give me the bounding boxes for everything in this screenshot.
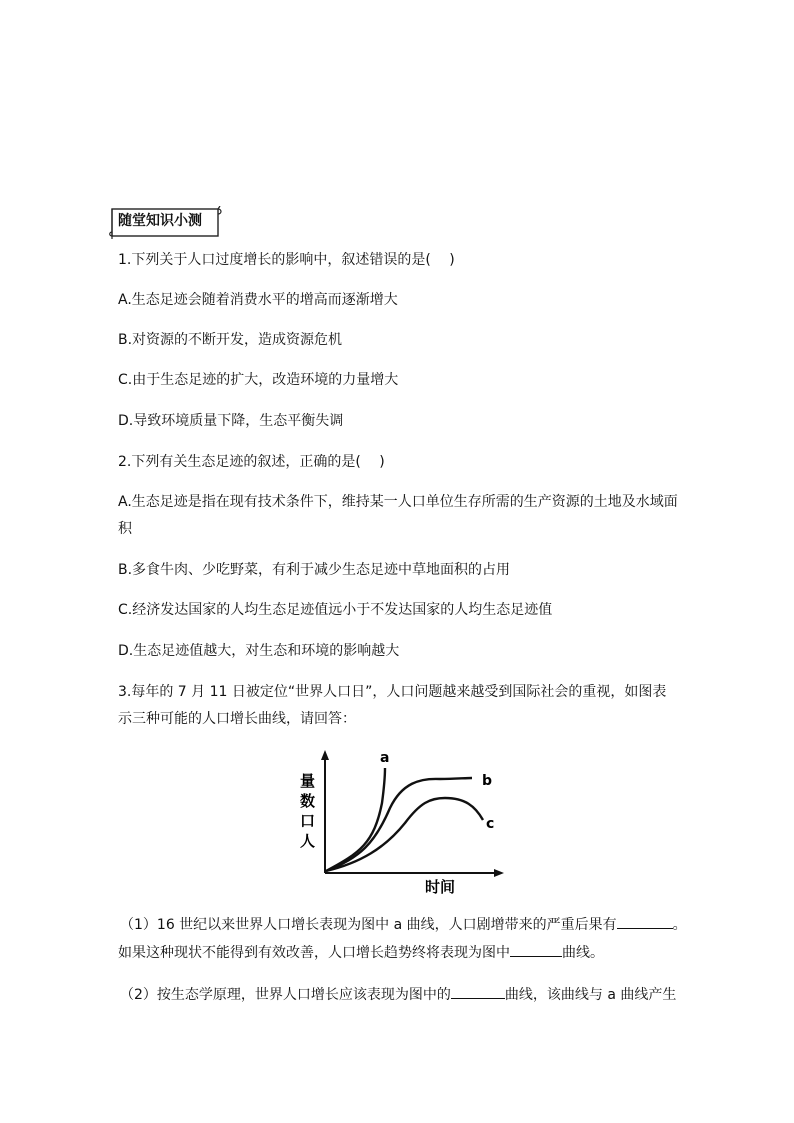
answer-blank-2[interactable] bbox=[510, 942, 562, 957]
q1-stem: 1.下列关于人口过度增长的影响中，叙述错误的是( ) bbox=[118, 252, 455, 268]
q2-option-a-cont: 积 bbox=[118, 521, 132, 537]
q1-option-c: C.由于生态足迹的扩大，改造环境的力量增大 bbox=[118, 372, 399, 388]
q3-sub1-line2-end: 曲线。 bbox=[562, 945, 604, 961]
q2-option-c: C.经济发达国家的人均生态足迹值远小于不发达国家的人均生态足迹值 bbox=[118, 602, 553, 618]
y-label-char-2: 数 bbox=[300, 792, 316, 810]
q3-sub1-line1 bbox=[120, 914, 687, 934]
q2-option-a: A.生态足迹是指在现有技术条件下，维持某一人口单位生存所需的生产资源的土地及水域面 bbox=[118, 494, 678, 510]
population-growth-graph bbox=[290, 748, 510, 898]
section-title: 随堂知识小测 bbox=[118, 213, 202, 229]
q3-sub1-line2 bbox=[118, 942, 604, 962]
q3-sub2-end: 曲线，该曲线与 a 曲线产生 bbox=[504, 987, 677, 1003]
q3-stem-line1: 3.每年的 7 月 11 日被定位“世界人口日”，人口问题越来越受到国际社会的重视，如图表 bbox=[118, 684, 667, 700]
y-axis-arrow bbox=[321, 750, 329, 760]
q2-option-b: B.多食牛肉、少吃野菜，有利于减少生态足迹中草地面积的占用 bbox=[118, 562, 511, 578]
answer-blank-3[interactable] bbox=[451, 984, 505, 999]
y-label-char-1: 量 bbox=[300, 772, 316, 790]
curve-label-c: c bbox=[486, 816, 495, 832]
curve-label-b: b bbox=[482, 773, 493, 789]
q2-option-d: D.生态足迹值越大，对生态和环境的影响越大 bbox=[118, 643, 400, 659]
q2-stem: 2.下列有关生态足迹的叙述，正确的是( ) bbox=[118, 454, 385, 470]
q3-stem-line2: 示三种可能的人口增长曲线，请回答： bbox=[118, 711, 356, 727]
q3-sub1-text: （1）16 世纪以来世界人口增长表现为图中 a 曲线，人口剧增带来的严重后果有 bbox=[120, 917, 617, 933]
x-label: 时间 bbox=[425, 878, 456, 896]
q3-sub1-end: 。 bbox=[672, 917, 687, 933]
y-label-char-3: 口 bbox=[300, 812, 316, 830]
section-banner bbox=[108, 206, 224, 240]
q1-option-a: A.生态足迹会随着消费水平的增高而逐渐增大 bbox=[118, 292, 398, 308]
curve-label-a: a bbox=[380, 750, 390, 766]
q1-option-b: B.对资源的不断开发，造成资源危机 bbox=[118, 332, 343, 348]
q3-sub2-text: （2）按生态学原理，世界人口增长应该表现为图中的 bbox=[120, 987, 451, 1003]
q1-option-d: D.导致环境质量下降，生态平衡失调 bbox=[118, 413, 344, 429]
answer-blank-1[interactable] bbox=[617, 914, 673, 929]
x-axis-arrow bbox=[494, 869, 504, 877]
q3-sub2-line1 bbox=[120, 984, 676, 1004]
q3-sub1-line2-text: 如果这种现状不能得到有效改善，人口增长趋势终将表现为图中 bbox=[118, 945, 510, 961]
y-label-char-4: 人 bbox=[300, 832, 316, 850]
